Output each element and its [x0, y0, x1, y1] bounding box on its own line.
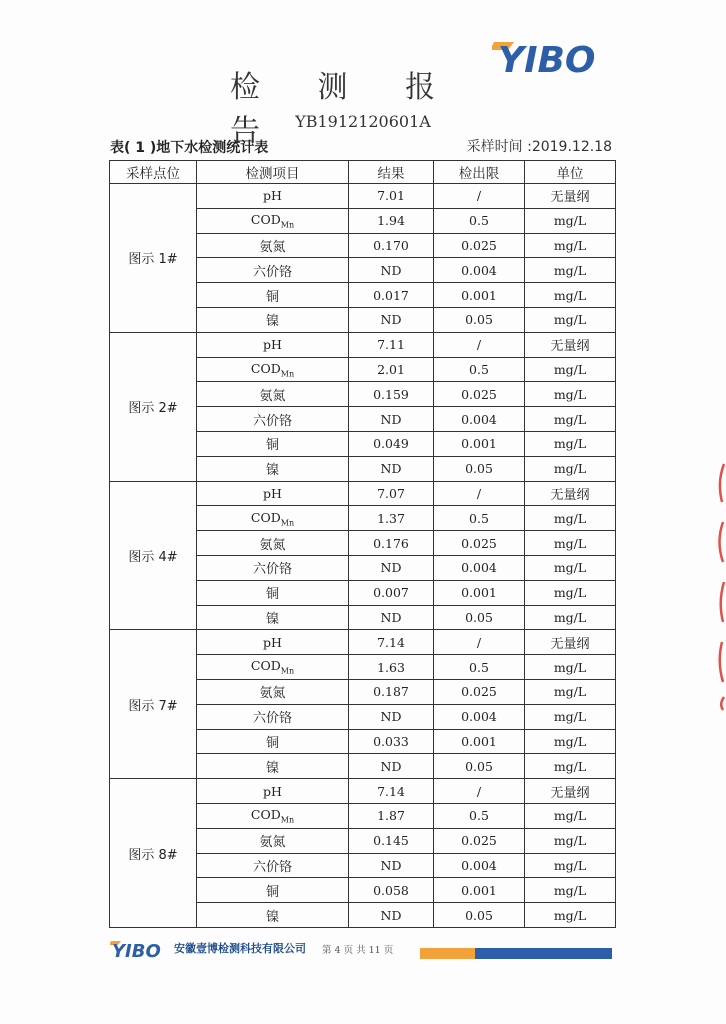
- test-item-subscript: Mn: [280, 666, 295, 676]
- result-cell: 7.14: [349, 630, 434, 655]
- result-cell: ND: [349, 605, 434, 630]
- test-item-label: 镍: [265, 909, 279, 925]
- result-cell: 0.033: [349, 729, 434, 754]
- table-row: [110, 184, 616, 209]
- test-item-label: COD: [250, 509, 281, 525]
- column-header: 检出限: [434, 161, 525, 184]
- detection-limit-cell: /: [434, 332, 525, 357]
- unit-cell: mg/L: [525, 679, 616, 704]
- test-item-label: 镍: [265, 611, 279, 627]
- result-cell: 7.11: [349, 332, 434, 357]
- unit-cell: mg/L: [525, 531, 616, 556]
- unit-cell: mg/L: [525, 382, 616, 407]
- table-row: [110, 630, 616, 655]
- test-item-label: pH: [263, 485, 282, 501]
- table-row: [110, 779, 616, 804]
- unit-cell: mg/L: [525, 407, 616, 432]
- detection-limit-cell: 0.5: [434, 506, 525, 531]
- test-item-cell: [197, 803, 349, 828]
- result-cell: 0.017: [349, 283, 434, 308]
- unit-cell: mg/L: [525, 729, 616, 754]
- test-item-cell: [197, 382, 349, 407]
- detection-limit-cell: 0.05: [434, 605, 525, 630]
- detection-limit-cell: 0.004: [434, 258, 525, 283]
- column-header: 采样点位: [110, 161, 197, 184]
- footer-blue-bar: [475, 948, 612, 959]
- test-item-label: 氨氮: [259, 537, 286, 553]
- test-item-cell: [197, 233, 349, 258]
- test-item-label: 铜: [265, 587, 279, 603]
- unit-cell: mg/L: [525, 233, 616, 258]
- detection-limit-cell: 0.001: [434, 283, 525, 308]
- detection-limit-cell: 0.001: [434, 729, 525, 754]
- svg-text:YIBO: YIBO: [112, 941, 161, 960]
- test-item-label: 氨氮: [259, 835, 286, 851]
- unit-cell: mg/L: [525, 754, 616, 779]
- test-item-label: 镍: [265, 314, 279, 330]
- result-cell: 0.187: [349, 679, 434, 704]
- test-item-cell: [197, 729, 349, 754]
- page-number: 第 4 页 共 11 页: [322, 945, 394, 956]
- column-header: 单位: [525, 161, 616, 184]
- unit-cell: 无量纲: [525, 332, 616, 357]
- table-row: [110, 481, 616, 506]
- test-item-label: 铜: [265, 735, 279, 751]
- unit-cell: mg/L: [525, 506, 616, 531]
- yibo-logo: [492, 36, 616, 78]
- detection-limit-cell: 0.004: [434, 407, 525, 432]
- unit-cell: mg/L: [525, 903, 616, 928]
- groundwater-results-table: [109, 160, 616, 928]
- page-title: 检 测 报 告: [230, 70, 460, 149]
- test-item-cell: [197, 283, 349, 308]
- test-item-label: 铜: [265, 289, 279, 305]
- test-item-subscript: Mn: [280, 369, 295, 379]
- result-cell: 0.007: [349, 580, 434, 605]
- detection-limit-cell: 0.025: [434, 233, 525, 258]
- test-item-cell: [197, 407, 349, 432]
- result-cell: 1.37: [349, 506, 434, 531]
- unit-cell: mg/L: [525, 258, 616, 283]
- detection-limit-cell: 0.05: [434, 307, 525, 332]
- detection-limit-cell: 0.004: [434, 853, 525, 878]
- unit-cell: mg/L: [525, 828, 616, 853]
- table-row: [110, 332, 616, 357]
- test-item-cell: [197, 332, 349, 357]
- test-item-cell: [197, 357, 349, 382]
- result-cell: 1.94: [349, 208, 434, 233]
- test-item-cell: [197, 506, 349, 531]
- test-item-cell: [197, 531, 349, 556]
- detection-limit-cell: 0.001: [434, 431, 525, 456]
- detection-limit-cell: 0.5: [434, 655, 525, 680]
- result-cell: 0.176: [349, 531, 434, 556]
- test-item-cell: [197, 878, 349, 903]
- table-caption: 表( 1 )地下水检测统计表: [110, 140, 269, 156]
- detection-limit-cell: 0.5: [434, 357, 525, 382]
- detection-limit-cell: 0.004: [434, 704, 525, 729]
- unit-cell: 无量纲: [525, 630, 616, 655]
- test-item-label: 铜: [265, 438, 279, 454]
- detection-limit-cell: 0.5: [434, 208, 525, 233]
- sample-site-cell: 图示 2#: [110, 332, 197, 481]
- unit-cell: mg/L: [525, 555, 616, 580]
- test-item-cell: [197, 853, 349, 878]
- sample-site-cell: 图示 8#: [110, 779, 197, 928]
- unit-cell: 无量纲: [525, 779, 616, 804]
- test-item-cell: [197, 679, 349, 704]
- result-cell: ND: [349, 754, 434, 779]
- unit-cell: mg/L: [525, 853, 616, 878]
- sample-site-cell: 图示 1#: [110, 184, 197, 333]
- detection-limit-cell: 0.5: [434, 803, 525, 828]
- unit-cell: mg/L: [525, 456, 616, 481]
- result-cell: ND: [349, 307, 434, 332]
- test-item-cell: [197, 754, 349, 779]
- result-cell: 0.159: [349, 382, 434, 407]
- unit-cell: mg/L: [525, 283, 616, 308]
- test-item-label: 镍: [265, 463, 279, 479]
- test-item-label: COD: [250, 211, 281, 227]
- result-cell: ND: [349, 555, 434, 580]
- test-item-cell: [197, 208, 349, 233]
- test-item-subscript: Mn: [280, 518, 295, 527]
- result-cell: 7.14: [349, 779, 434, 804]
- test-item-cell: [197, 655, 349, 680]
- test-item-cell: [197, 704, 349, 729]
- test-item-cell: [197, 184, 349, 209]
- result-cell: 1.87: [349, 803, 434, 828]
- result-cell: 2.01: [349, 357, 434, 382]
- detection-limit-cell: /: [434, 779, 525, 804]
- result-cell: ND: [349, 258, 434, 283]
- result-cell: ND: [349, 853, 434, 878]
- unit-cell: 无量纲: [525, 481, 616, 506]
- sample-site-cell: 图示 7#: [110, 630, 197, 779]
- test-item-label: 六价铬: [252, 711, 292, 727]
- unit-cell: mg/L: [525, 878, 616, 903]
- test-item-cell: [197, 580, 349, 605]
- result-cell: 0.058: [349, 878, 434, 903]
- detection-limit-cell: 0.025: [434, 531, 525, 556]
- unit-cell: 无量纲: [525, 184, 616, 209]
- result-cell: ND: [349, 407, 434, 432]
- test-item-label: pH: [263, 634, 282, 650]
- test-item-cell: [197, 431, 349, 456]
- test-item-label: 六价铬: [252, 859, 292, 875]
- unit-cell: mg/L: [525, 704, 616, 729]
- detection-limit-cell: 0.05: [434, 754, 525, 779]
- detection-limit-cell: 0.004: [434, 555, 525, 580]
- test-item-cell: [197, 307, 349, 332]
- unit-cell: mg/L: [525, 655, 616, 680]
- test-item-subscript: Mn: [280, 815, 295, 825]
- unit-cell: mg/L: [525, 431, 616, 456]
- test-item-cell: [197, 903, 349, 928]
- result-cell: 0.145: [349, 828, 434, 853]
- test-item-label: 氨氮: [259, 239, 286, 255]
- seal-stamp-edge: [714, 462, 726, 712]
- test-item-cell: [197, 555, 349, 580]
- unit-cell: mg/L: [525, 208, 616, 233]
- result-cell: ND: [349, 456, 434, 481]
- unit-cell: mg/L: [525, 357, 616, 382]
- detection-limit-cell: 0.05: [434, 903, 525, 928]
- test-item-label: COD: [250, 360, 281, 376]
- test-item-cell: [197, 828, 349, 853]
- result-cell: 1.63: [349, 655, 434, 680]
- detection-limit-cell: 0.025: [434, 828, 525, 853]
- test-item-cell: [197, 258, 349, 283]
- test-item-cell: [197, 605, 349, 630]
- test-item-cell: [197, 481, 349, 506]
- test-item-label: 六价铬: [252, 264, 292, 280]
- svg-text:YIBO: YIBO: [498, 40, 596, 78]
- unit-cell: mg/L: [525, 803, 616, 828]
- test-item-label: 氨氮: [259, 388, 286, 404]
- column-header: 结果: [349, 161, 434, 184]
- footer-orange-bar: [420, 948, 475, 959]
- unit-cell: mg/L: [525, 580, 616, 605]
- test-item-label: 镍: [265, 760, 279, 776]
- detection-limit-cell: 0.05: [434, 456, 525, 481]
- company-name: 安徽壹博检测科技有限公司: [174, 942, 306, 955]
- detection-limit-cell: 0.001: [434, 580, 525, 605]
- test-item-label: COD: [250, 807, 281, 823]
- result-cell: 0.170: [349, 233, 434, 258]
- test-item-label: 六价铬: [252, 562, 292, 578]
- test-item-cell: [197, 779, 349, 804]
- test-item-label: pH: [263, 337, 282, 353]
- test-item-label: 六价铬: [252, 413, 292, 429]
- footer-yibo-logo: [110, 938, 174, 960]
- unit-cell: mg/L: [525, 605, 616, 630]
- result-cell: ND: [349, 903, 434, 928]
- test-item-cell: [197, 630, 349, 655]
- unit-cell: mg/L: [525, 307, 616, 332]
- test-item-label: COD: [250, 658, 281, 674]
- test-item-label: pH: [263, 783, 282, 799]
- sample-site-cell: 图示 4#: [110, 481, 197, 630]
- result-cell: ND: [349, 704, 434, 729]
- test-item-subscript: Mn: [280, 220, 295, 230]
- detection-limit-cell: 0.001: [434, 878, 525, 903]
- detection-limit-cell: /: [434, 630, 525, 655]
- test-item-label: 氨氮: [259, 686, 286, 702]
- table-header-row: [110, 161, 616, 184]
- result-cell: 0.049: [349, 431, 434, 456]
- result-cell: 7.07: [349, 481, 434, 506]
- column-header: 检测项目: [197, 161, 349, 184]
- test-item-label: pH: [263, 188, 282, 204]
- table-body: [110, 184, 616, 928]
- sample-date: 采样时间 :2019.12.18: [466, 139, 612, 155]
- test-item-label: 铜: [265, 884, 279, 900]
- detection-limit-cell: /: [434, 184, 525, 209]
- detection-limit-cell: /: [434, 481, 525, 506]
- result-cell: 7.01: [349, 184, 434, 209]
- report-number: YB1912120601A: [295, 112, 431, 131]
- detection-limit-cell: 0.025: [434, 382, 525, 407]
- detection-limit-cell: 0.025: [434, 679, 525, 704]
- test-item-cell: [197, 456, 349, 481]
